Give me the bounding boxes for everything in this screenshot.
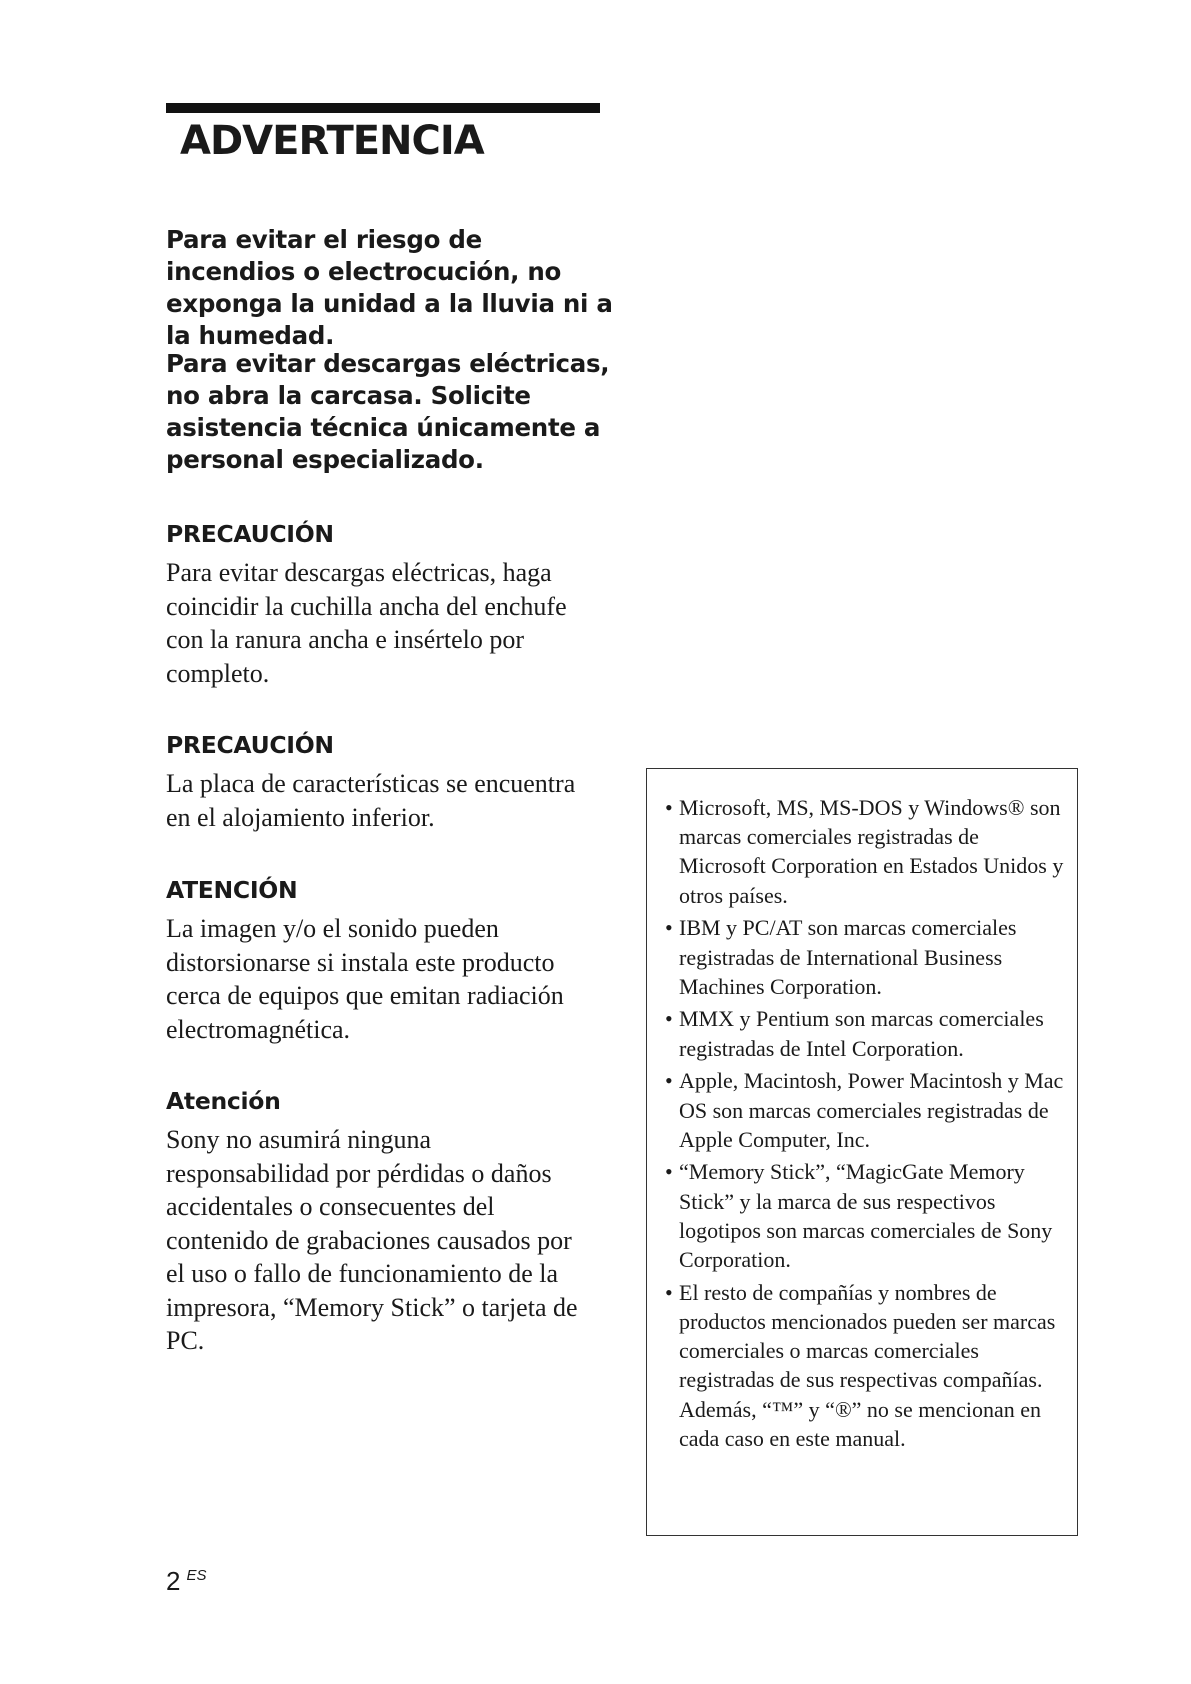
section-body-plug: Para evitar descargas eléctricas, haga coincidir la cuchilla ancha del enchufe con la ranura ancha e insértelo por completo. [166, 558, 567, 688]
language-code: ES [186, 1567, 207, 1584]
section-heading-interference: ATENCIÓN [166, 876, 298, 904]
page-title: ADVERTENCIA [180, 118, 484, 164]
trademarks-list [665, 793, 1065, 1456]
trademark-item: • MMX y Pentium son marcas comerciales registradas de Intel Corporation. [665, 1004, 1065, 1062]
trademark-item: • IBM y PC/AT son marcas comerciales registradas de International Business Machines Corporation. [665, 913, 1065, 1001]
section-heading-rating-plate: PRECAUCIÓN [166, 731, 334, 759]
section-body-rating-plate: La placa de características se encuentra en el alojamiento inferior. [166, 769, 576, 832]
trademark-item: • Apple, Macintosh, Power Macintosh y Mac OS son marcas comerciales registradas de Apple Computer, Inc. [665, 1066, 1065, 1154]
warning-fire: Para evitar el riesgo de incendios o electrocución, no exponga la unidad a la lluvia ni a la humedad. [166, 225, 613, 350]
trademark-item: • El resto de compañías y nombres de productos mencionados pueden ser marcas comerciales o marcas comerciales registradas de sus respectivas compañías. Además, “™” y “®” no se mencionan en cada caso en este manual. [665, 1278, 1065, 1453]
page-number: 2 [166, 1566, 181, 1596]
trademark-item: • “Memory Stick”, “MagicGate Memory Stick” y la marca de sus respectivos logotipos son marcas comerciales de Sony Corporation. [665, 1157, 1065, 1274]
warning-shock: Para evitar descargas eléctricas, no abra la carcasa. Solicite asistencia técnica únicamente a personal especializado. [166, 349, 610, 474]
page-footer [166, 1566, 206, 1597]
section-heading-plug: PRECAUCIÓN [166, 520, 334, 548]
section-heading-liability: Atención [166, 1087, 281, 1115]
header-rule [166, 103, 600, 113]
section-body-liability: Sony no asumirá ninguna responsabilidad por pérdidas o daños accidentales o consecuentes del contenido de grabaciones causados por el uso o fallo de funcionamiento de la impresora, “Memory Stick” o tarjeta de PC. [166, 1125, 578, 1355]
trademarks-box [646, 768, 1078, 1536]
section-body-interference: La imagen y/o el sonido pueden distorsionarse si instala este producto cerca de equipos que emitan radiación electromagnética. [166, 914, 564, 1044]
trademark-item: • Microsoft, MS, MS-DOS y Windows® son marcas comerciales registradas de Microsoft Corporation en Estados Unidos y otros países. [665, 793, 1065, 910]
